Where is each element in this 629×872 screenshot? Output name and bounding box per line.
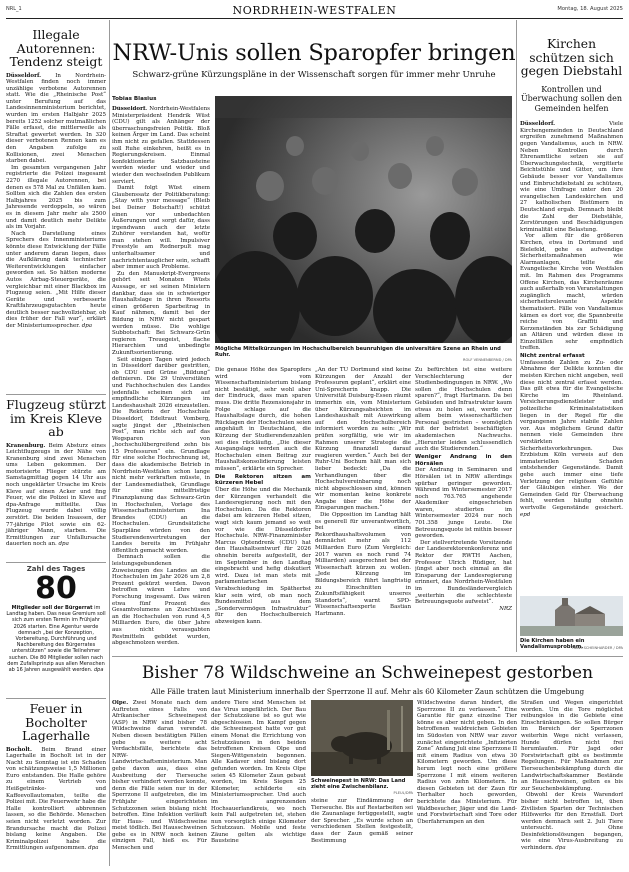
divider: [112, 656, 623, 657]
church-photo: [520, 596, 623, 636]
zahl-des-tages-box: [6, 565, 106, 673]
bottom-title: Bisher 78 Wildschweine an Schweinepest gestorben: [141, 663, 594, 683]
lead-column-1: Düsseldorf. Nordrhein-Westfalens Ministerpräsident Hendrik Wüst (CDU) gilt als Anhänger der überraschungsfreien Politik. Bloß keinen Ärger im Land. Das scheint ihm nicht zu gefallen. Stattdessen soll Ruhe einkehren, heißt es in Regierungskreisen. Einmal konfektionierte Satzbausteine werden wieder und wieder und wieder den wechselnden Publikum serviert. Damit folgt Wüst einem Glaubenssatz der Politikberatung: „Stay with your message“ (Bleib bei Deiner Botschaft!) schützt einen vor unbedachten Äußerungen und sorgt dafür, dass irgendwann auch der letzte Zuhörer verstanden hat, wofür man stehen will. Impulsiver Freestyle am Rednerpult mag unterhaltsamer und nachrichtentauglicher sein, schafft aber immer auch Probleme. Zu den Manuskript-Evergreens gehört seit Monaten Wüsts Aussage, er sei seinen Ministern dankbar, dass sie in schwieriger Haushaltslage in ihren Ressorts einen größeren Sparbeitrag in Kauf nähmen, damit bei der Bildung in NRW nicht gespart werden müsse. Die wohlige Subbotschaft: Bei Schwarz-Grün regieren Treuegeist, flache Hierarchien und unbedingte Zukunftsorientierung. Seit einigen Tagen wird jedoch in Düsseldorf darüber gestritten, ob CDU und Grüne „Bildung“ definieren. Die 29 Universitäten und Fachhochschulen des Landes jedenfalls scheinen sich auf empfindliche Kürzungen im Landeshaushalt 2026 einzustellen. Die Rektorin der Hochschule Düsseldorf, Edeltraut Vomberg, sagte jüngst der „Rheinischen Post“, man richte sich auf das Wegsparen von „hochschulübergreifend zehn bis 15 Professuren“ ein. Grundlage für eine solche Hochrechnung ist, dass die akademische Betrieb in Nordrhein-Westfalen schon lange nicht mehr verkraften müsste, in der Landesmediathek, Grundlage für eine mittelfristige Finanzplanung das Schwarz-Grün in Hochschulen, Vorlage des Wissenschaftsministerium Ina Brandes (CDU) an die Hochschulen. Grundsätzliche Sparpläne würden von den Studierendenvertretungen der Landes bereits im Frühjahr öffentlich gemacht worden. Demnach sollen die leistungsgebundenen Zuweisungen des Landes an die Hochschulen im Jahr 2026 um 2,8 Prozent gekürzt werden. Davon betroffen wären Lehre und Forschung insgesamt. Das wären etwa fünf Prozent des Gesamtvolumens an Zuschüssen an die Hochschulen von rund 4,5 Milliarden Euro, die über Jahre aus nicht verausgabten Restmitteln gebildet wurden, abgeschmolzen werden.: [112, 106, 210, 647]
paragraph: In Nordrhein-Westfalen finden noch immer unzählige verbotene Autorennen statt. Wie die „Rheinische Post“ unter Berufung auf das Landesinnenministerium berichtet, wurden im ersten Halbjahr 2025 bereits 1252 solcher mutmaßlichen Fälle erfasst, die mittlerweile als Straftat gewertet werden. In 320 dieser verbotenen Rennen kam es den Angaben zufolge zu Kollisionen, zwei Menschen starben dabei.: [6, 72, 106, 165]
boar-photo: [311, 700, 413, 776]
lead-column-4: Zu befürchten ist eine weitere Verschlechterung der Studienbedingungen in NRW. „Wo sollen die Hochschulen denn sparen?“, fragt Hartmann. Da bei Gebäuden und Infrastruktur kaum etwas zu holen sei, werde vor allem beim wissenschaftlichen Personal gestrichen – womöglich mit der befristet beschäftigten akademischen Nachwuchs. „Hierunter leiden schlussendlich auch die Studierenden.“ Weniger Andrang in den Hörsälen Der Andrang in Seminaren und Hörsälen ist in NRW allerdings spürbar geringer geworden. Während im Wintersemester 2017 noch 763.765 angehende Akademiker eingeschrieben waren, studierten im Wintersemester 2024 nur noch 701.358 junge Leute. Die Betreuungsquote ist mithin besser geworden. Der stellvertretende Vorsitzende der Landesrektorenkonferenz und Rektor der RWTH Aachen, Professor Ulrich Rüdiger, hat jüngst aber noch einmal an die Einsparung der Landesregierung erinnert, das Nordrhein-Westfalen im Bundesländervergleich „weiterhin die schlechteste Betreuungsquote aufweist“. NRZ: [415, 367, 512, 612]
header-rule: [6, 18, 623, 19]
bottom-column-5: Straßen und Wegen eingerichtet worden. Um die Tore möglichst reibungslos in die Gebiete eine Einschränkungen. So sollen Bürger im Bereich der Sperrzonen weiterhin Wege nicht verlassen, Hunde dürfen nicht frei herumlaufen. Für Jagd oder Forstwirtschaft gibt es bestimmte Regelungen. Für Maßnahmen zur Tierseuchenbekämpfung durch die Landwirtschaftskammer Bestände an Hausschweinen, gelten es bis zur Seuchenbekämpfung. Obwohl der Kreis Warendorf bisher nicht betroffen ist, üben Zivilisten Sparten der Technischen Hilfswerks für den Ernstfall. Dort werden demnach seit 2. Juli Tiere untersucht. Ohne Desinfektionslösungen begangen, wie eine Virus-Ausbreitung zu verhindern. dpa: [521, 700, 623, 852]
zahl-number: 80: [35, 571, 77, 606]
agency: dpa: [81, 323, 93, 330]
lead-photo-credit: ROLF VENNENBERND / DPA: [463, 358, 512, 362]
column-divider: [516, 20, 517, 652]
dateline: Kranenburg.: [6, 442, 46, 449]
boar-photo-caption: Schweinepest in NRW: Das Land zieht eine Zwischenbilanz.: [311, 778, 406, 791]
dateline: Düsseldorf.: [6, 72, 42, 79]
article-body: [6, 73, 106, 330]
article-body: Kranenburg. Beim Absturz eines Leichtflugzeugs in der Nähe von Kranenburg sind zwei Menschen ums Leben gekommen. Der motorisierte Flieger stürzte am Samstagmittag gegen 14 Uhr aus noch ungeklärter Ursache im Kreis Kleve auf einen Acker und fing Feuer, wie die Polizei in Kleve auf dpa-Anfrage mitteilte. Das Flugzeug wurde dabei völlig zerstört. Die beiden Insassen, der 77-jährige Pilot sowie ein 62-jähriger Mann, starben. Die Ermittlungen zur Unfallursache dauerten noch an. dpa: [6, 442, 107, 548]
article-title: Flugzeug stürzt im Kreis Kleve ab: [6, 397, 106, 439]
section-title: NORDRHEIN-WESTFALEN: [232, 4, 397, 17]
bottom-column-4: Wildschweine daran hindert, die Sperrzone II zu verlassen.“ Eine Garantie für ganz einzelne Tier könne es aber nicht geben. In den betroffenen waldreichen Gebieten im Südosten von NRW war zuvor zunächst eingerichtete „Infizierten Zone“ Anfang Juli eine Sperrzone II mit einem Radius von etwa 30 Kilometern geworden. Um diese herum legt noch eine größere Sperrzone I mit einem weiteren Radius von zehn Kilometern. In diesen Gebieten ist der Zaun für Tierhalter hoch geworden, berichtete das Ministerium. Für Waldbesucher, Jäger und die Land- und Forstwirtschaft sind Tore oder Überfahrrampen an den: [417, 700, 517, 825]
bottom-subtitle: Alle Fälle traten laut Ministerium innerhalb der Sperrzone II auf. Mehr als 60 Kilometer Zaun schützen die Umgebung: [150, 687, 585, 696]
zahl-text: Mitglieder soll der Bürgerrat im Landtag haben. Das neue Gremium soll sich zum ersten Termin im Frühjahr 2026 starten. Eine Agentur werde demnach „bei der Konzeption, Vorbereitung, Durchführung und Nachbereitung des Bürgerrates unterstützen“ sowie die Teilnehmer suchen. Die 80 Mitglieder sollen nach dem Zufallsprinzip aus allen Menschen ab 16 Jahren ausgewählt werden. dpa: [6, 605, 106, 674]
lead-subtitle: Schwarz-grüne Kürzungspläne in der Wissenschaft sorgen für immer mehr Unruhe: [132, 70, 496, 80]
church-photo-credit: HANS SCHEINHARDER / DPA: [572, 646, 623, 650]
article-body: Bocholt. Beim Brand einer Lagerhalle in Bocholt ist in der Nacht zu Sonntag ist ein Schaden von schätzungsweise 1,5 Millionen Euro entstanden. Die Halle gehöre zu einem Vertrieb von Heißgetränke- und Kaffeevollautomaten, teilte die Polizei mit. Die Feuerwehr habe die Halle kontrolliert abbrennen lassen, so die Behörde. Menschen seien nicht verletzt worden. Zur Brandursache macht die Polizei bislang keine Angaben. Die Kriminalpolizei habe die Ermittlungen aufgenommen. dpa: [6, 746, 106, 852]
subheading: Nicht zentral erfasst: [520, 353, 585, 360]
article-body: Düsseldorf. Viele Kirchengemeinden in Deutschland ergreifen zunehmend Maßnahmen gegen Vandalismus, auch in NRW. Neben Kontrollen durch Ehrenamtliche setzen sie auf Überwachungstechnik, vergitterte Beichtstühle und Gitter, um ihre Gebäude besser vor Vandalismus und Einbruchdiebstahl zu schützen, wie eine Umfrage unter den 20 evangelischen Landeskirchen und 27 katholischen Bistümern in Deutschland ergab. Demnach bleibt die Zahl der Diebstähle, Zerstörungen und Beschädigungen kriminalität eine Belastung. Vor allem für die größeren Kirchen, etwa in Dortmund und Bielefeld, gehe es aufwendige Sicherheitsmaßnahmen wie Alarmanlagen, teilte die Evangelische Kirche von Westfalen mit. Im Rahmen des Programms Offene Kirchen, das Kirchenräume auch außerhalb von Veranstaltungen zugänglich macht, würden sicherheitsrelevante Aspekte thematisiert. Fälle von Vandalismus kämen es dort vor, die Spannbreite reiche von Graffiti und Kerzenständen bis zur Schädigung an Altären und würden diese in Einzelfällen sehr empfindlich treffen. Nicht zentral erfasst Umfassende Zahlen zu Zu- oder Abnahme der Delikte konnten die meisten Kirchen nicht angeben, weil diese nicht zentral erfasst werden. Das gilt etwa für die Evangelische Kirche im Rheinland. Versicherungsdienstleister und polizeiliche Kriminalstatistiken liegen in der Regel für die vergangenen Jahre stabile Zahlen vor. Aus möglichem Grund dafür nennen viele Gemeinden ihre verstärkten Sicherheitsvorkehrungen. Das Erzbistum Köln verweis auf den immateriellen Schaden entstehender Gegenstände. Damit gehe auch immer eine tiefe Verletzung der religiösen Gefühle der Gläubigen einher. Wo der Gemeinden Geld für Überwachung fehlt, werden häufig ohnehin wertvolle Gegenstände gesichert. epd: [520, 121, 623, 518]
paragraph: Nach Darstellung eines Sprechers des Innenministeriums könnte diese Entwicklung der Fälle unter anderem daran liegen, dass die Aufklärung dank technischer Weiterentwicklungen einfacher geworden sei. So hätten moderne Autos Airbag-Steuergeräte, die vergleichbar mit einer Blackbox im Flugzeug seien. „Mit Hilfe dieser Geräte und verbesserte Kraftfahrzeugsgutachten heute deutlich besser nachvollziehbar, ob dies früher der Fall war“, erklärt der Ministeriumssprecher. dpa: [6, 230, 106, 330]
subheading: Weniger Andrang in den Hörsälen: [415, 453, 512, 467]
article-title: Kirchen schützen sich gegen Diebstahl: [520, 37, 623, 78]
divider: [6, 562, 106, 563]
lead-column-3: „An der TU Dortmund sind keine Kürzungen der Anzahl der Professuren geplant“, erklärt eine Uni-Sprecherin knapp. Die Universität Duisburg-Essen räumt immerhin ein, vom Ministerium über Kürzungsabsichten im Landeshaushalt mit Auswirkung auf den Hochschulbereich informiert worden zu sein: „Wir prüfen sorgfältig, wie wir im Rahmen unserer Strategie die Kürzung finanziell darauf reagieren werden.“ Auch bei der Ruhr-Uni Bochum hält man sich lieber bedeckt: „Da die Verhandlungen über die Hochschulvereinbarung noch nicht abgeschlossen sind, können wir momentan keine konkrete Angabe über die Höhe der Einsparungen machen.“ Die Opposition im Landtag hält es generell für unverantwortlich, bei einem Rekordhaushaltsvolumen von demnächst mehr als 112 Milliarden Euro (Zum Vergleich: 2017 waren es noch rund 74 Milliarden) ausgerechnet bei der Wissenschaft kürzen zu wollen. „Jede Kürzung im Bildungsbereich führt langfristig zu Einschnitten in Zukunftsfähigkeit unseres Standorts“, warnt SPD-Wissenschaftsexperte Bastian Hartmann.: [315, 367, 411, 617]
bottom-column-3: steine zur Eindämmung der Tierseuche. Bis auf Restarbeiten sei die Zaunanlage fertiggestellt, sagte der Sprecher. „Es wurde schon an verschiedenen Stellen festgestellt, dass der Zaun gemäß seiner Bestimmung: [311, 798, 413, 844]
lecture-hall-photo: [215, 96, 512, 343]
left-article-2: [6, 396, 106, 548]
agency: dpa: [58, 541, 69, 548]
zahl-label: Zahl des Tages: [26, 565, 86, 573]
byline: Tobias Blasius: [112, 96, 157, 102]
lead-column-2: Die genaue Höhe des Sparopfers wird vom Wissenschaftsministerium bislang nicht bestätigt, sehr wohl aber der Eindruck, dass man sparen muss. Die dritte Rezensionsjahr in Folge schlage auf die Haushaltslage durch, die hohen Rücklagen der Hochschulen seien angehäuft in Deutschland, die Kürzung der Studierendenzahlen sei dies rückläufig. „Die dieser Ausgangslage werden auch die Hochschulen einen Beitrag zur Haushaltskonsolidierung leisten müssen“, erklärte ein Sprecher. Die Rektoren sitzen am kürzeren Hebel Über die Höhe und die Mechanik der Kürzungen verhandelt die Landesregierung noch mit den Hochschulen. Da die Rektoren dabei am kürzeren Hebel sitzen, wagt sich kaum jemand so weit vor wie die Düsseldorfer Hochschule. NRW-Finanzminister Marcus Optendrenk (CDU) hat den Haushaltsentwurf für 2026 ohnehin bereits aufgestellt, der im September in den Landtag eingebracht und hefig diskutiert wird. Dazu ist man stets mit parlamentarischen Verabschiedung im Spätherbst klar sein wird, ob man noch Bundesmittel aus dem „Sondervermögen Infrastruktur“ für den Hochschulbereich abzweigen kann.: [215, 367, 311, 625]
boar-photo-credit: PLEUL/DPA: [393, 791, 413, 795]
left-article-3: [6, 700, 106, 852]
lead-photo-caption: Mögliche Mittelkürzungen im Hochschulbereich beunruhigen die universitäre Szene an Rhein und Ruhr.: [215, 346, 501, 359]
page-date: Montag, 18. August 2025: [557, 6, 623, 12]
bottom-column-2: andere Tiere sind Menschen ist das Virus ungefährlich. Der Bau der Schutzzäune ist so gut wie abgeschlossen. Im Kampf gegen die Schweinepest hatte vor gut einem Monat die Errichtung von Schutzzäunen in den beiden betroffenen Kreisen Olpe und Siegen-Wittgenstein begonnen. Alle Kadaver sind bislang dort gefunden worden. Im Kreis Olpe seien 45 Kilometer Zaun gebaut worden, im Kreis Siegen 25 Kilometer, schilderte ein Ministeriumssprecher. Und auch im angrenzenden Hochsauerlandkreis, wo noch kein Fall aufgetreten ist, stehen nun vorsorglich einige Kilometer Schutzzaun. Mobile und feste Zäune gelten als wichtige Bausteine: [211, 700, 306, 845]
church-photo-caption: Die Kirchen haben ein Vandalismusproblem.: [520, 638, 585, 651]
page-code: NRL_1: [6, 6, 22, 12]
lead-photo: [215, 96, 512, 343]
bottom-column-1: Olpe. Zwei Monate nach dem Auftreten eines Falls von Afrikanischer Schweinepest (ASP) in NRW sind bisher 78 Wildschweine daran verendet. Neben diesen bestätigten Fällen gebe es weitere acht Verdachtsfälle, berichtete das NRW-Landwirtschaftsministerium. Man gehe davon aus, dass eine Ausbreitung der Tierseuche bisher verhindert werden konnte, denn die Fälle seien nur in der Sperrzone II aufgetreten, die im Frühjahr eingerichteten Schutzzonen seien bislang nicht betroffen. Eine Infektion verläuft für Haus- und Wildschweine meist tödlich. Bei Hausschweinen gebe es in NRW noch keinen einzigen Fall, hieß es. Für Menschen und: [112, 700, 207, 852]
left-column: [6, 22, 106, 330]
divider: [6, 394, 106, 395]
paragraph: Im gesamten vergangenen Jahr registrierte die Polizei insgesamt 2270 illegale Autorennen, bei denen es 578 Mal zu Unfällen kam. Sollten sich die Zahlen des ersten Halbjahres 2025 bis zum Jahresende verdoppeln, so wären es in diesem Jahr mehr als 2500 und damit deutlich mehr Delikte als im Vorjahr.: [6, 164, 106, 231]
right-column: [520, 24, 623, 518]
article-title: Feuer in Bocholter Lagerhalle: [21, 701, 91, 743]
divider: [6, 698, 106, 699]
column-divider: [109, 20, 110, 866]
article-subtitle: Kontrollen und Überwachung sollen den Gemeinden helfen: [520, 84, 623, 113]
lead-title: NRW-Unis sollen Sparopfer bringen: [112, 40, 516, 66]
article-title: Illegale Autorennen: Tendenz steigt: [9, 27, 103, 69]
subheading: Die Rektoren sitzen am kürzeren Hebel: [215, 473, 311, 487]
